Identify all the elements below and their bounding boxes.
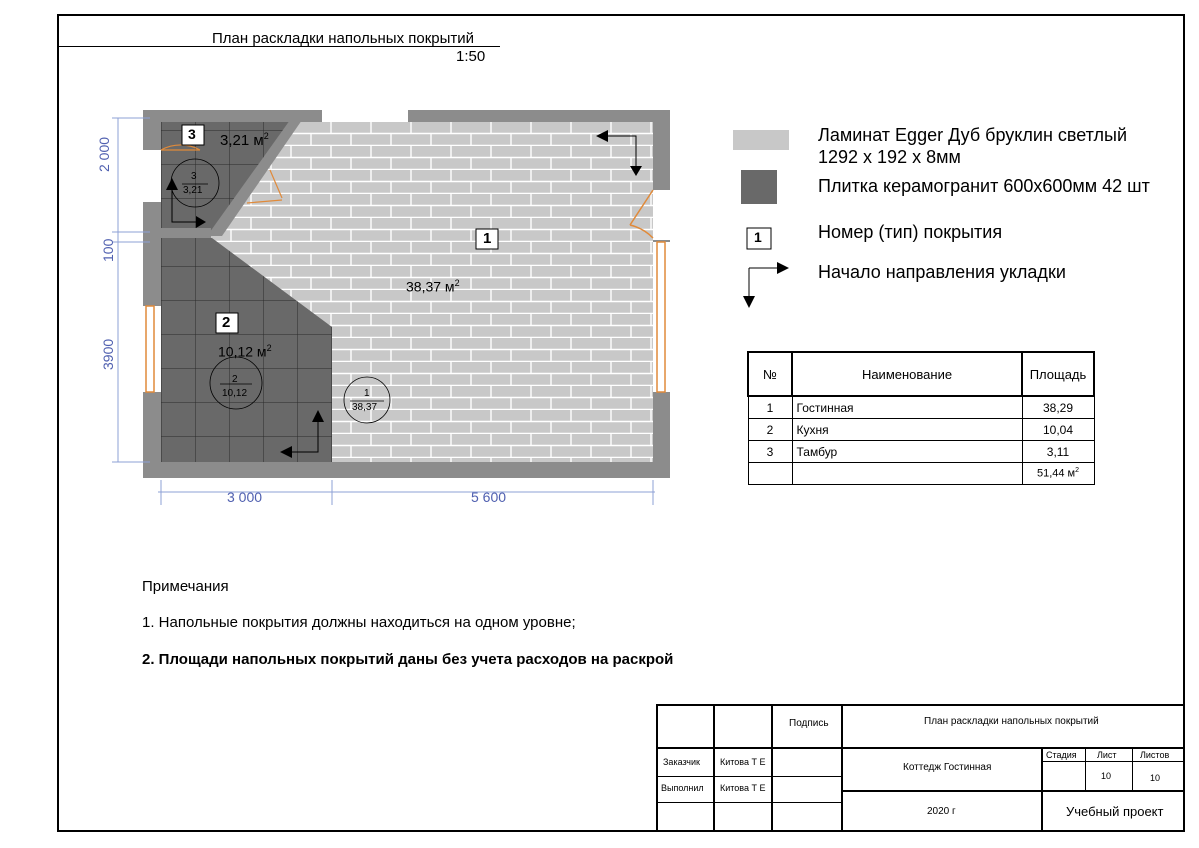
stamp-org: Учебный проект	[1066, 804, 1164, 819]
table-row: 2 Кухня 10,04	[748, 419, 1094, 441]
room-2-circle-num: 2	[232, 374, 238, 385]
room-2-area: 10,12 $м^2$	[218, 343, 272, 360]
title-block	[656, 704, 1185, 832]
legend-dir-label: Начало направления укладки	[818, 262, 1066, 282]
room-3-area: 3,21 $м^2$	[220, 131, 269, 149]
stamp-project: Коттедж Гостинная	[903, 762, 992, 773]
dim-left-bottom: 3900	[100, 338, 116, 370]
note-1: 1. Напольные покрытия должны находиться на одном уровне;	[142, 614, 576, 631]
table-row: 1 Гостинная 38,29	[748, 396, 1094, 419]
door-right	[653, 190, 670, 240]
dim-left-top: 2 000	[96, 136, 112, 172]
room-2-circle-area: 10,12	[222, 388, 248, 399]
stamp-client: Китова Т Е	[720, 757, 766, 767]
legend-num-box-text: 1	[754, 229, 762, 245]
room-3-circle-area: 3,21	[183, 185, 203, 196]
dim-left-mid: 100	[100, 238, 116, 262]
legend-laminate-size: 1292 х 192 х 8мм	[818, 147, 961, 167]
stamp-sheets-value: 10	[1150, 773, 1161, 783]
stamp-sheet: Лист	[1097, 750, 1117, 760]
legend-laminate-label: Ламинат Egger Дуб бруклин светлый	[818, 125, 1127, 145]
drawing-title: План раскладки напольных покрытий	[212, 30, 475, 47]
col-num-header: №	[748, 352, 792, 396]
room-2-num: 2	[222, 314, 231, 331]
room-1-area: 38,37 $м^2$	[406, 278, 460, 295]
room-1-circle-area: 38,37	[352, 402, 378, 413]
stamp-sheets: Листов	[1140, 750, 1170, 760]
dim-bottom-right: 5 600	[471, 489, 507, 505]
legend-num-label: Номер (тип) покрытия	[818, 222, 1003, 242]
col-name-header: Наименование	[792, 352, 1022, 396]
stamp-sheet-value: 10	[1101, 771, 1112, 781]
stamp-year: 2020 г	[927, 806, 956, 817]
col-area-header: Площадь	[1022, 352, 1094, 396]
note-2: 2. Площади напольных покрытий даны без учета расходов на раскрой	[142, 651, 674, 668]
room-1-num: 1	[483, 230, 492, 247]
area-table	[747, 351, 1095, 485]
stamp-client-label: Заказчик	[663, 757, 700, 767]
stamp-done-label: Выполнил	[661, 783, 704, 793]
drawing-scale: 1:50	[456, 48, 486, 65]
legend-laminate-swatch	[733, 130, 789, 150]
stamp-done: Китова Т Е	[720, 783, 766, 793]
partition-wall-2	[143, 228, 211, 238]
notes-title: Примечания	[142, 578, 229, 595]
dim-bottom-left: 3 000	[227, 489, 263, 505]
window-right	[653, 242, 670, 392]
table-total-row: 51,44 $м^2$	[748, 463, 1094, 485]
stamp-sign: Подпись	[789, 718, 829, 729]
room-3-circle-num: 3	[191, 171, 197, 182]
stamp-title: План раскладки напольных покрытий	[924, 716, 1099, 727]
legend-tile-swatch	[741, 170, 777, 204]
room-3-num: 3	[188, 126, 196, 142]
stamp-stage: Стадия	[1046, 750, 1077, 760]
table-row: 3 Тамбур 3,11	[748, 441, 1094, 463]
door-left-tambur	[143, 150, 161, 202]
legend-tile-label: Плитка керамогранит 600х600мм 42 шт	[818, 176, 1150, 196]
door-gap-top	[322, 110, 408, 122]
room-1-circle-num: 1	[364, 388, 370, 399]
